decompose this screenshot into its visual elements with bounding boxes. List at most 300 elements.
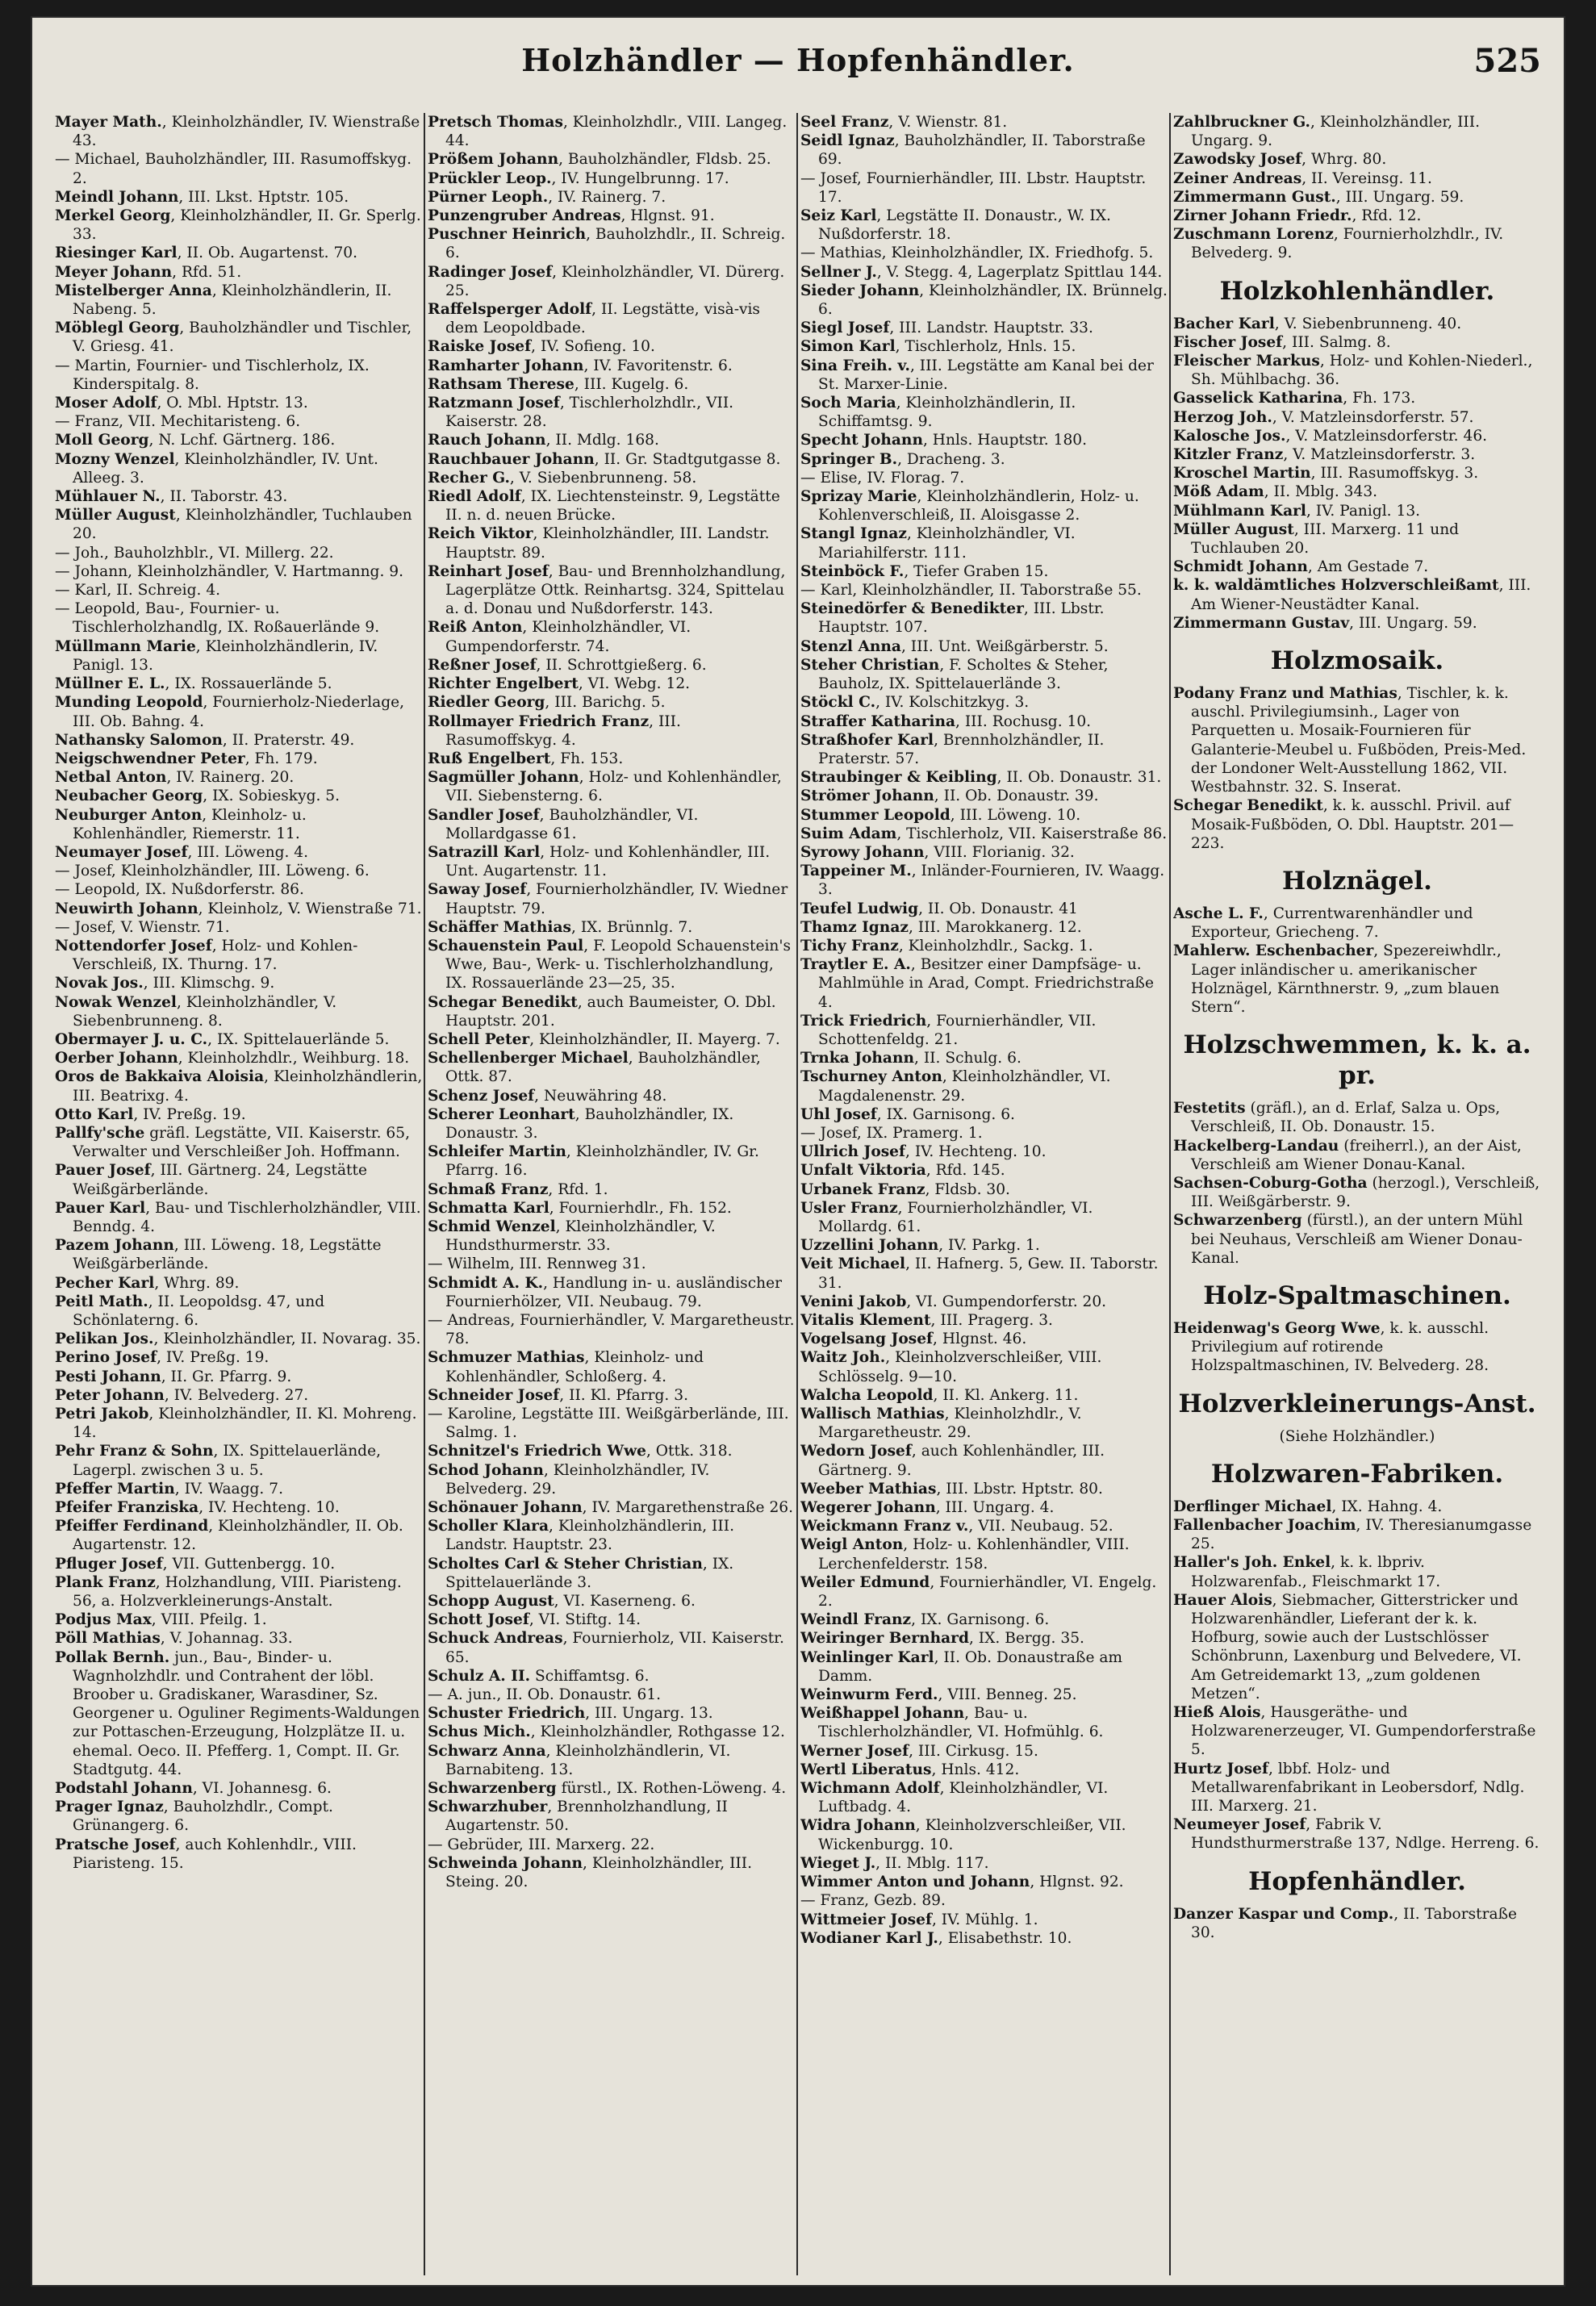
entry-name: Peitl Math. <box>55 1293 148 1310</box>
entry-name: Kalosche Jos. <box>1173 427 1286 445</box>
entry-details: — Karoline, Legstätte III. Weißgärberlände, III. Salmg. 1. <box>428 1406 789 1442</box>
entry-details: , O. Mbl. Hptstr. 13. <box>157 395 308 412</box>
entry-details: , Kleinholzhändler, II. Novarag. 35. <box>153 1331 421 1348</box>
entry-details: — Andreas, Fournierhändler, V. Margaretheustr. 78. <box>428 1312 795 1348</box>
entry-details: , V. Matzleinsdorferstr. 3. <box>1283 446 1476 464</box>
entry-name: Schellenberger Michael <box>428 1050 629 1067</box>
directory-entry <box>800 394 1168 431</box>
page-title: Holzhändler — Hopfenhändler. <box>521 42 1075 78</box>
entry-details: , III. Klimschg. 9. <box>143 975 275 992</box>
entry-name: Wertl Liberatus <box>800 1761 932 1778</box>
entry-details: (freiherrl.), an der Aist, Verschleiß am Wiener Donau-Kanal. <box>1191 1137 1522 1173</box>
directory-entry <box>800 431 1168 449</box>
entry-name: Schegar Benedikt <box>1173 797 1323 815</box>
directory-entry <box>1173 333 1541 352</box>
entry-details: , Fournierhändler, VI. Engelg. 2. <box>818 1573 1157 1610</box>
directory-entry <box>1173 483 1541 501</box>
entry-details: , III. Löweng. 18, Legstätte Weißgärberlände. <box>73 1237 382 1273</box>
entry-name: Oros de Bakkaiva Aloisia <box>55 1068 265 1086</box>
entry-details: , Kleinholzhändler, IV. Wienstraße 43. <box>73 114 420 150</box>
entry-name: Widra Johann <box>800 1817 916 1835</box>
entry-details: , IV. Hechteng. 10. <box>905 1143 1047 1161</box>
directory-entry <box>428 469 796 487</box>
entry-details: , Kleinholzhdlr., V. Margaretheustr. 29. <box>818 1406 1082 1442</box>
entry-name: Kitzler Franz <box>1173 446 1284 464</box>
entry-details: , Kleinholzverschleißer, VII. Wickenburgg. 10. <box>818 1817 1126 1853</box>
entry-name: Punzengruber Andreas <box>428 207 621 225</box>
entry-details: , III. Am Wiener-Neustädter Kanal. <box>1191 577 1531 613</box>
directory-entry <box>428 169 796 188</box>
column-2 <box>428 113 796 2275</box>
directory-entry <box>428 562 796 619</box>
entry-details: — Josef, Fournierhändler, III. Lbstr. Hauptstr. 17. <box>800 169 1147 206</box>
directory-entry <box>800 712 1168 731</box>
entry-name: Trnka Johann <box>800 1050 915 1067</box>
directory-columns <box>55 113 1541 2275</box>
entry-name: Schauenstein Paul <box>428 937 584 955</box>
directory-entry <box>55 862 423 880</box>
directory-entry <box>800 1929 1168 1948</box>
entry-details: , IV. Waagg. 7. <box>174 1480 283 1498</box>
directory-entry <box>55 750 423 768</box>
entry-details: , II. Hafnerg. 5, Gew. II. Taborstr. 31. <box>818 1255 1159 1292</box>
entry-details: , IX. Spittelauerlände 3. <box>445 1555 734 1591</box>
directory-entry <box>428 1592 796 1610</box>
entry-name: Reiß Anton <box>428 619 523 637</box>
directory-entry <box>55 1836 423 1873</box>
directory-entry <box>55 787 423 805</box>
entry-name: Nathansky Salomon <box>55 731 223 749</box>
directory-entry <box>55 1049 423 1067</box>
directory-entry <box>55 1629 423 1648</box>
directory-entry <box>428 618 796 655</box>
directory-entry <box>55 1517 423 1554</box>
directory-entry <box>800 843 1168 862</box>
entry-name: Moll Georg <box>55 432 149 449</box>
entry-details: , Whrg. 80. <box>1301 151 1387 169</box>
directory-entry <box>55 244 423 262</box>
entry-details: , VI. Kaserneng. 6. <box>554 1593 696 1610</box>
entry-details: , F. Leopold Schauenstein's Wwe, Bau-, Werk- u. Tischlerholzhandlung, IX. Rossauerlände 23—25, 35. <box>445 937 792 992</box>
entry-details: , Kleinholzhändler, VI. Dürerg. 25. <box>445 263 785 299</box>
directory-entry <box>428 918 796 937</box>
directory-entry <box>1173 942 1541 1017</box>
entry-name: Schegar Benedikt <box>428 993 578 1011</box>
entry-details: , II. Legstätte, visà-vis dem Leopoldbade. <box>445 301 760 337</box>
section-heading: Holz-Spaltmaschinen. <box>1203 1280 1511 1310</box>
entry-name: Pretsch Thomas <box>428 114 563 131</box>
entry-details: , Holzhandlung, VIII. Piaristeng. 56, a. Holzverkleinerungs-Anstalt. <box>73 1573 402 1610</box>
entry-name: Riedler Georg <box>428 694 545 712</box>
directory-entry <box>55 1274 423 1293</box>
entry-name: Sellner J. <box>800 263 877 281</box>
entry-name: Stenzl Anna <box>800 637 901 655</box>
directory-entry <box>55 993 423 1030</box>
entry-details: , IX. Brünnlg. 7. <box>571 918 693 936</box>
entry-details: , II. Leopoldsg. 47, und Schönlaterng. 6. <box>73 1293 325 1329</box>
directory-entry <box>800 1517 1168 1535</box>
entry-details: , Kleinholzhändlerin, VI. Barnabiteng. 13. <box>445 1742 731 1778</box>
directory-entry <box>800 1686 1168 1704</box>
entry-details: , auch Kohlenhdlr., VIII. Piaristeng. 15. <box>73 1836 357 1872</box>
entry-details: , Bauholzhändler und Tischler, V. Griesg. 41. <box>73 320 412 356</box>
directory-entry <box>800 1161 1168 1180</box>
entry-name: Zimmermann Gust. <box>1173 188 1336 206</box>
entry-details: , VI. Webg. 12. <box>578 675 691 693</box>
entry-details: , Brennholzhandlung, II Augartenstr. 50. <box>445 1798 728 1835</box>
entry-details: , Holz- und Kohlen-Verschleiß, IX. Thurng. 17. <box>73 937 358 974</box>
entry-details: , auch Baumeister, O. Dbl. Hauptstr. 201. <box>445 993 776 1030</box>
entry-name: Waitz Joh. <box>800 1349 886 1367</box>
entry-name: Möß Adam <box>1173 483 1264 501</box>
entry-name: Usler Franz <box>800 1199 898 1217</box>
directory-entry <box>55 806 423 843</box>
directory-entry <box>428 487 796 524</box>
entry-name: Pazem Johann <box>55 1237 174 1255</box>
entry-name: Herzog Joh. <box>1173 408 1272 426</box>
directory-entry <box>1173 1099 1541 1136</box>
entry-name: Gasselick Katharina <box>1173 390 1343 407</box>
entry-name: Zawodsky Josef <box>1173 151 1302 169</box>
directory-entry <box>55 581 423 599</box>
directory-entry <box>800 169 1168 207</box>
directory-entry <box>428 1218 796 1255</box>
directory-entry <box>428 450 796 469</box>
directory-entry <box>800 319 1168 337</box>
directory-entry <box>55 937 423 974</box>
entry-name: Walcha Leopold <box>800 1386 934 1404</box>
directory-entry <box>1173 389 1541 407</box>
entry-details: — Johann, Kleinholzhändler, V. Hartmanng. 9. <box>55 562 404 580</box>
entry-details: , Holz- u. Kohlenhändler, VIII. Lerchenfelderstr. 158. <box>818 1536 1130 1573</box>
entry-details: Schiffamtsg. 6. <box>530 1667 650 1685</box>
directory-entry <box>55 263 423 282</box>
entry-details: , IV. Preßg. 19. <box>157 1349 269 1367</box>
directory-entry <box>428 1405 796 1442</box>
entry-details: , Hlgnst. 46. <box>933 1331 1027 1348</box>
entry-details: , II. Vereinsg. 11. <box>1301 169 1432 187</box>
entry-name: Wittmeier Josef <box>800 1911 932 1928</box>
entry-details: , Kleinholzhändler, IX. Brünnelg. 6. <box>818 282 1168 319</box>
entry-details: , VIII. Benneg. 25. <box>938 1686 1077 1704</box>
directory-entry <box>428 843 796 880</box>
directory-entry <box>428 1836 796 1854</box>
entry-details: , Fournierholz-Niederlage, III. Ob. Bahng. 4. <box>73 694 405 730</box>
directory-entry <box>800 1236 1168 1255</box>
directory-entry <box>428 1686 796 1704</box>
entry-details: , Kleinholzhändlerin, III. Beatrixg. 4. <box>73 1068 423 1105</box>
entry-name: Rauchbauer Johann <box>428 450 595 468</box>
entry-name: Pratsche Josef <box>55 1836 176 1853</box>
entry-name: Müller August <box>1173 520 1294 538</box>
entry-details: , Kleinholzhdlr., Sackg. 1. <box>898 937 1093 955</box>
entry-details: , II. Schrottgießerg. 6. <box>536 656 707 674</box>
entry-name: Neigschwendner Peter <box>55 750 245 767</box>
directory-entry <box>428 1517 796 1554</box>
entry-details: , Bau- u. Tischlerholzhändler, VI. Hofmühlg. 6. <box>818 1705 1104 1741</box>
directory-entry <box>428 880 796 917</box>
entry-name: Straßhofer Karl <box>800 731 934 749</box>
directory-entry <box>800 1405 1168 1442</box>
entry-details: , IX. Spittelauerlände 5. <box>207 1030 390 1048</box>
entry-name: Mayer Math. <box>55 114 162 131</box>
directory-entry <box>1173 904 1541 942</box>
entry-name: Seel Franz <box>800 114 889 131</box>
entry-details: , Bauholzhändler, VI. Mollardgasse 61. <box>445 806 699 842</box>
entry-name: Urbanek Franz <box>800 1180 925 1198</box>
directory-entry <box>428 207 796 225</box>
entry-name: Wallisch Mathias <box>800 1406 945 1423</box>
entry-name: Peter Johann <box>55 1386 165 1404</box>
entry-name: Pfluger Josef <box>55 1555 163 1573</box>
entry-details: , VII. Guttenbergg. 10. <box>162 1555 336 1573</box>
directory-entry <box>1173 1760 1541 1816</box>
entry-details: , II. Ob. Augartenst. 70. <box>177 244 358 262</box>
directory-entry <box>428 656 796 675</box>
entry-details: , Ottk. 318. <box>646 1443 733 1460</box>
entry-name: Pauer Josef <box>55 1162 151 1180</box>
directory-entry <box>800 132 1168 169</box>
entry-name: Schmuzer Mathias <box>428 1349 585 1367</box>
directory-entry <box>1173 188 1541 207</box>
entry-details: , Kleinholzhdlr., VIII. Langeg. 44. <box>445 114 788 150</box>
entry-name: Thamz Ignaz <box>800 918 909 936</box>
entry-details: , IV. Preßg. 19. <box>133 1105 246 1123</box>
entry-details: , IV. Parkg. 1. <box>938 1237 1040 1255</box>
directory-entry <box>800 337 1168 356</box>
entry-name: Seidl Ignaz <box>800 132 895 150</box>
directory-entry <box>428 712 796 750</box>
directory-entry <box>55 207 423 244</box>
entry-name: Springer B. <box>800 450 898 468</box>
entry-details: , Hausgeräthe- und Holzwarenerzeuger, VI. Gumpendorferstraße 5. <box>1191 1704 1536 1759</box>
entry-name: Tschurney Anton <box>800 1068 942 1086</box>
directory-entry <box>800 731 1168 768</box>
directory-entry <box>428 1348 796 1385</box>
entry-name: Prückler Leop. <box>428 169 552 187</box>
entry-name: Neuwirth Johann <box>55 900 198 917</box>
directory-entry <box>800 806 1168 825</box>
directory-entry <box>1173 520 1541 558</box>
entry-name: Weickmann Franz v. <box>800 1518 969 1535</box>
directory-entry <box>55 880 423 899</box>
entry-name: Tappeiner M. <box>800 863 912 880</box>
entry-details: , Tischlerholz, VII. Kaiserstraße 86. <box>896 825 1168 842</box>
directory-entry <box>55 412 423 431</box>
entry-details: , Inländer-Fournieren, IV. Waagg. 3. <box>818 863 1165 899</box>
directory-entry <box>800 562 1168 581</box>
entry-name: Hauer Alois <box>1173 1591 1272 1609</box>
directory-entry <box>428 1311 796 1348</box>
directory-entry <box>55 1067 423 1105</box>
entry-details: gräfl. Legstätte, VII. Kaiserstr. 65, Verwalter und Verschleißer Joh. Hoffmann. <box>73 1124 410 1161</box>
entry-name: Wegerer Johann <box>800 1499 936 1517</box>
entry-name: Podjus Max <box>55 1611 152 1629</box>
entry-details: , Kleinholzhändler, II. Gr. Sperlg. 33. <box>73 207 421 244</box>
directory-page <box>32 18 1564 2285</box>
entry-name: Pauer Karl <box>55 1199 146 1217</box>
entry-details: — Gebrüder, III. Marxerg. 22. <box>428 1836 655 1853</box>
entry-name: Prager Ignaz <box>55 1798 164 1816</box>
entry-name: Steinedörfer & Benedikter <box>800 600 1024 618</box>
entry-name: Siegl Josef <box>800 320 890 337</box>
entry-name: Scherer Leonhart <box>428 1105 575 1123</box>
directory-entry <box>428 1667 796 1686</box>
entry-name: Festetits <box>1173 1100 1246 1117</box>
entry-name: Schulz A. II. <box>428 1667 531 1685</box>
directory-entry <box>800 768 1168 787</box>
directory-entry <box>428 1723 796 1741</box>
directory-entry <box>800 1255 1168 1292</box>
entry-name: Schmaß Franz <box>428 1180 549 1198</box>
directory-entry <box>55 768 423 787</box>
directory-entry <box>428 768 796 805</box>
directory-entry <box>55 487 423 506</box>
directory-entry <box>55 918 423 937</box>
entry-details: , IV. Favoritenstr. 6. <box>583 357 733 374</box>
entry-details: — Franz, Gezb. 89. <box>800 1892 946 1910</box>
entry-name: Puschner Heinrich <box>428 226 587 244</box>
directory-entry <box>1173 558 1541 576</box>
entry-details: , Kleinholzhändler, V. Hundsthurmerstr. 33. <box>445 1218 716 1255</box>
entry-details: , F. Scholtes & Steher, Bauholz, IX. Spittelauerlände 3. <box>818 656 1109 693</box>
entry-name: Sina Freih. v. <box>800 357 910 374</box>
entry-details: , V. Johannag. 33. <box>160 1630 293 1648</box>
entry-name: Mühlauer N. <box>55 488 161 506</box>
directory-entry <box>55 731 423 750</box>
entry-name: Kroschel Martin <box>1173 465 1311 483</box>
directory-entry <box>1173 1137 1541 1174</box>
directory-entry <box>800 1311 1168 1330</box>
entry-details: , Holz- und Kohlen-Niederl., Sh. Mühlbachg. 36. <box>1191 353 1533 389</box>
entry-details: , Kleinholzhändlerin, Holz- u. Kohlenverschleiß, II. Aloisgasse 2. <box>818 488 1139 524</box>
column-divider <box>796 113 798 2275</box>
entry-name: Neumayer Josef <box>55 843 188 861</box>
entry-name: Scholler Klara <box>428 1518 549 1535</box>
entry-details: , Kleinholz, V. Wienstraße 71. <box>198 900 422 917</box>
directory-entry <box>428 300 796 337</box>
entry-name: Straubinger & Keibling <box>800 769 997 787</box>
entry-details: , Fh. 179. <box>244 750 318 767</box>
entry-name: Wodianer Karl J. <box>800 1929 938 1947</box>
entry-details: — Martin, Fournier- und Tischlerholz, IX. Kinderspitalg. 8. <box>55 357 370 393</box>
entry-name: Schod Johann <box>428 1461 544 1479</box>
directory-entry <box>55 394 423 412</box>
entry-details: , IX. Garnisong. 6. <box>876 1105 1015 1123</box>
directory-entry <box>55 1405 423 1442</box>
directory-entry <box>800 469 1168 487</box>
directory-entry <box>1173 315 1541 333</box>
entry-name: Schnitzel's Friedrich Wwe <box>428 1443 646 1460</box>
directory-entry <box>55 506 423 543</box>
entry-name: Veit Michael <box>800 1255 906 1273</box>
entry-details: , Legstätte II. Donaustr., W. IX. Nußdorferstr. 18. <box>818 207 1111 244</box>
entry-details: , Rfd. 12. <box>1352 207 1422 225</box>
entry-details: — Karl, II. Schreig. 4. <box>55 582 221 599</box>
directory-entry <box>1173 464 1541 483</box>
directory-entry <box>800 656 1168 693</box>
column-divider <box>424 113 425 2275</box>
entry-details: , Kleinholzhändler, V. Siebenbrunneng. 8. <box>73 993 337 1030</box>
entry-details: , Hnls. Hauptstr. 180. <box>922 432 1088 449</box>
entry-details: , IV. Belvederg. 27. <box>164 1386 309 1404</box>
entry-details: — Leopold, IX. Nußdorferstr. 86. <box>55 881 304 899</box>
entry-details: , II. Kl. Ankerg. 11. <box>933 1386 1079 1404</box>
directory-entry <box>428 993 796 1030</box>
section-heading: Holznägel. <box>1282 866 1432 896</box>
entry-name: Moser Adolf <box>55 395 157 412</box>
directory-entry <box>800 1293 1168 1311</box>
directory-entry <box>55 1555 423 1573</box>
section-heading: Holzschwemmen, k. k. a. pr. <box>1183 1030 1531 1091</box>
directory-entry <box>800 1761 1168 1779</box>
entry-details: , III. Pragerg. 3. <box>930 1312 1053 1329</box>
entry-name: Pelikan Jos. <box>55 1331 154 1348</box>
directory-entry <box>428 524 796 562</box>
entry-details: , Kleinholzhändler, II. Mayerg. 7. <box>529 1030 780 1048</box>
entry-details: , IX. Bergg. 35. <box>968 1630 1084 1648</box>
entry-name: Weiringer Bernhard <box>800 1630 969 1648</box>
directory-entry <box>55 1348 423 1367</box>
entry-details: — Elise, IV. Florag. 7. <box>800 469 965 487</box>
entry-details: , Kleinholzhändler, II. Kl. Mohreng. 14. <box>73 1406 417 1442</box>
entry-name: Hieß Alois <box>1173 1704 1261 1721</box>
entry-name: Sieder Johann <box>800 282 920 299</box>
directory-entry <box>428 1442 796 1460</box>
section-heading: Hopfenhändler. <box>1248 1866 1466 1896</box>
directory-entry <box>1173 1319 1541 1376</box>
entry-name: Suim Adam <box>800 825 897 842</box>
directory-entry <box>55 1648 423 1779</box>
section-heading: Holzkohlenhändler. <box>1219 276 1495 306</box>
entry-details: — Joh., Bauholzhblr., VI. Millerg. 22. <box>55 544 334 562</box>
directory-entry <box>1173 1211 1541 1268</box>
entry-details: , k. k. ausschl. Privil. auf Mosaik-Fußböden, O. Dbl. Hauptstr. 201—223. <box>1191 797 1515 852</box>
directory-entry <box>1173 445 1541 464</box>
directory-entry <box>800 113 1168 132</box>
directory-entry <box>1173 1591 1541 1703</box>
section-heading: Holzwaren-Fabriken. <box>1210 1459 1504 1489</box>
entry-details: , Kleinholzhändler, III. Steing. 20. <box>445 1854 753 1891</box>
directory-entry <box>800 1498 1168 1517</box>
column-1 <box>55 113 423 2275</box>
entry-details: — Leopold, Bau-, Fournier- u. Tischlerholzhandlg, IX. Roßauerlände 9. <box>55 600 380 637</box>
entry-details: , III. Marxerg. 11 und Tuchlauben 20. <box>1191 520 1460 558</box>
entry-name: Müllmann Marie <box>55 637 196 655</box>
directory-entry <box>428 675 796 693</box>
entry-details: , Hnls. 412. <box>931 1761 1020 1778</box>
directory-entry <box>428 937 796 993</box>
entry-details: , Kleinholzhändler, Tuchlauben 20. <box>73 507 412 543</box>
section-heading: Holzverkleinerungs-Anst. <box>1178 1389 1536 1418</box>
directory-entry <box>800 955 1168 1012</box>
directory-entry <box>428 1555 796 1592</box>
entry-details: (fürstl.), an der untern Mühl bei Neuhaus, Verschleiß am Wiener Donau-Kanal. <box>1191 1212 1523 1267</box>
entry-name: Schwarzhuber <box>428 1798 548 1816</box>
entry-name: Zimmermann Gustav <box>1173 614 1350 632</box>
directory-entry <box>800 1704 1168 1741</box>
entry-name: Vogelsang Josef <box>800 1331 934 1348</box>
directory-entry <box>55 357 423 394</box>
entry-details: , Bauholzhändler, Ottk. 87. <box>445 1050 761 1086</box>
entry-details: , II. Ob. Donaustraße am Damm. <box>818 1648 1123 1685</box>
directory-entry <box>800 1854 1168 1873</box>
entry-details: , Kleinholzhändlerin, II. Schiffamtsg. 9. <box>818 395 1076 431</box>
entry-details: , V. Matzleinsdorferstr. 46. <box>1285 427 1488 445</box>
entry-details: , Whrg. 89. <box>154 1274 240 1292</box>
directory-entry <box>800 900 1168 918</box>
directory-entry <box>1173 169 1541 188</box>
